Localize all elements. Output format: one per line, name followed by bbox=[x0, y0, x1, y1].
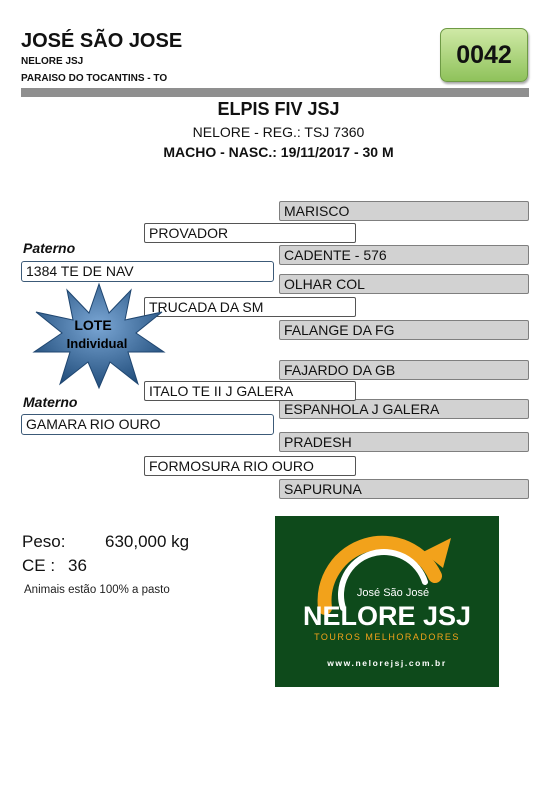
maternal-label: Materno bbox=[23, 394, 78, 410]
animal-breed-reg: NELORE - REG.: TSJ 7360 bbox=[192, 124, 365, 140]
ce-label: CE : bbox=[22, 556, 56, 575]
badge-line-2: Individual bbox=[66, 336, 128, 351]
pasture-note: Animais estão 100% a pasto bbox=[24, 584, 170, 596]
ggp-box-7: PRADESH bbox=[279, 432, 529, 452]
weight-value: 630,000 kg bbox=[105, 532, 190, 551]
animal-sex-birth: MACHO - NASC.: 19/11/2017 - 30 M bbox=[163, 144, 394, 160]
badge-line-1: LOTE bbox=[74, 317, 112, 333]
dam-sire-box: ITALO TE II J GALERA bbox=[144, 381, 356, 401]
header-divider bbox=[21, 88, 529, 97]
logo-graphic bbox=[275, 516, 499, 687]
sire-sire-box: PROVADOR bbox=[144, 223, 356, 243]
paternal-label: Paterno bbox=[23, 240, 76, 256]
nelore-jsj-logo bbox=[275, 516, 499, 687]
ce-value: 36 bbox=[68, 556, 87, 575]
weight-label: Peso: bbox=[22, 532, 66, 551]
sire-box: 1384 TE DE NAV bbox=[21, 261, 274, 282]
logo-brand: NELORE JSJ bbox=[302, 601, 472, 631]
ggp-box-8: SAPURUNA bbox=[279, 479, 529, 499]
sire-dam-box: TRUCADA DA SM bbox=[144, 297, 356, 317]
animal-name: ELPIS FIV JSJ bbox=[217, 99, 340, 119]
dam-box: GAMARA RIO OURO bbox=[21, 414, 274, 435]
owner-name: JOSÉ SÃO JOSE bbox=[21, 30, 183, 52]
lot-number-badge: 0042 bbox=[440, 28, 528, 82]
logo-url: www.nelorejsj.com.br bbox=[327, 658, 447, 668]
ggp-box-5: FAJARDO DA GB bbox=[279, 360, 529, 380]
lote-individual-star-badge bbox=[30, 280, 168, 390]
ggp-box-2: CADENTE - 576 bbox=[279, 245, 529, 265]
farm-name: NELORE JSJ bbox=[21, 56, 84, 67]
ggp-box-3: OLHAR COL bbox=[279, 274, 529, 294]
ggp-box-1: MARISCO bbox=[279, 201, 529, 221]
ggp-box-6: ESPANHOLA J GALERA bbox=[279, 399, 529, 419]
city-name: PARAISO DO TOCANTINS - TO bbox=[21, 73, 168, 84]
dam-dam-box: FORMOSURA RIO OURO bbox=[144, 456, 356, 476]
ggp-box-4: FALANGE DA FG bbox=[279, 320, 529, 340]
logo-owner: José São José bbox=[356, 587, 430, 599]
logo-swoosh-inner bbox=[341, 552, 425, 608]
logo-tagline: TOUROS MELHORADORES bbox=[314, 632, 460, 642]
